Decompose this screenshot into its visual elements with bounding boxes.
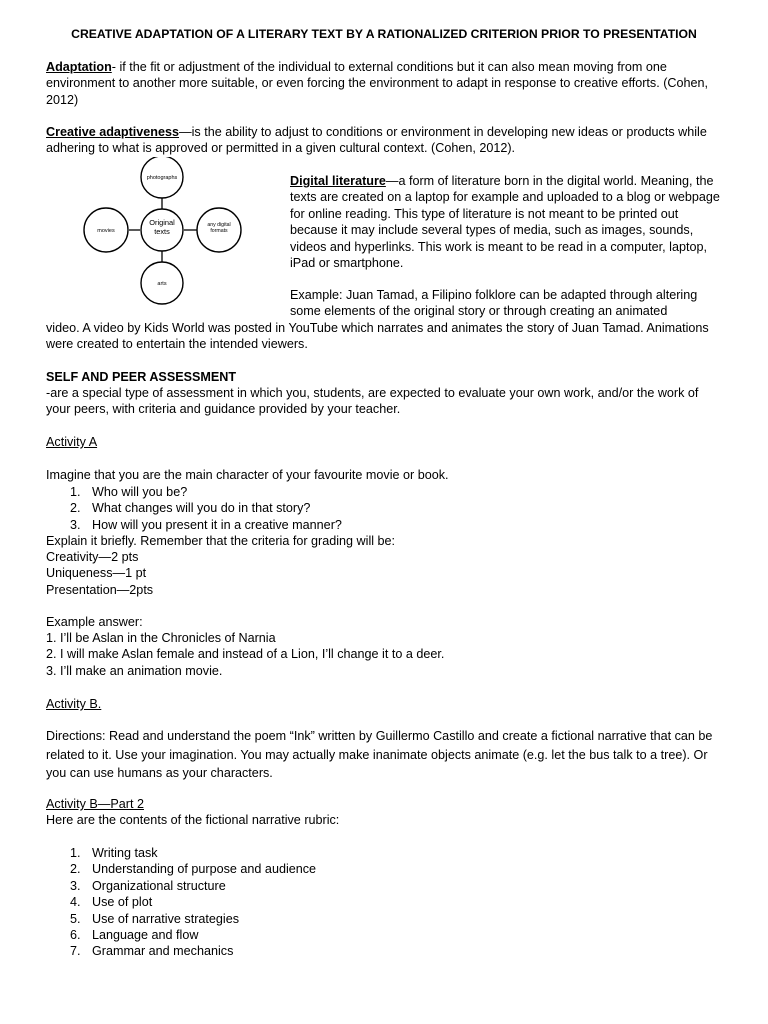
list-text: Organizational structure — [92, 878, 226, 893]
digital-literature-paragraph — [290, 173, 726, 271]
list-text: What changes will you do in that story? — [92, 501, 311, 516]
activity-a-intro: Imagine that you are the main character of your favourite movie or book. — [46, 468, 449, 482]
answer: 1. I’ll be Aslan in the Chronicles of Narnia — [46, 631, 276, 645]
example-answer-label: Example answer: — [46, 615, 143, 629]
list-item — [46, 845, 726, 861]
original-texts-label-box — [141, 218, 183, 242]
digital-literature-definition: —a form of literature born in the digital world. Meaning, the texts are created on a laptop for example and uploaded to a blog or webpage for online reading. This type of literature is not meant to be printed out because it may include several types of media, such as images, sounds, videos and hyperlinks. This work is meant to be read in a computer, laptop, iPad or smartphone. — [290, 174, 720, 271]
answer: 2. I will make Aslan female and instead of a Lion, I’ll change it to a deer. — [46, 647, 445, 662]
adaptation-definition: - if the fit or adjustment of the individual to external conditions but it can also mean moving from one environment to another more suitable, or even forcing the environment to adapt in response to creative efforts. (Cohen, 2012) — [46, 60, 709, 107]
list-number: 1. — [70, 485, 81, 499]
list-number: 7. — [70, 944, 81, 959]
activity-a-explain: Explain it briefly. Remember that the criteria for grading will be: — [46, 534, 396, 548]
adaptation-term: Adaptation — [46, 60, 112, 74]
creative-adaptiveness-paragraph — [46, 124, 726, 157]
answer: 3. I’ll make an animation movie. — [46, 663, 223, 678]
list-text: Use of plot — [92, 895, 153, 910]
list-item — [46, 943, 726, 959]
list-text: Grammar and mechanics — [92, 944, 234, 959]
example-answers — [46, 630, 726, 679]
list-item — [46, 927, 726, 943]
list-text: Understanding of purpose and audience — [92, 862, 317, 877]
list-item — [46, 517, 726, 533]
activity-a-criteria — [46, 549, 726, 598]
page-title: CREATIVE ADAPTATION OF A LITERARY TEXT BY A RATIONALIZED CRITERION PRIOR TO PRESENTATION — [71, 27, 697, 41]
rubric-list — [46, 845, 726, 960]
list-text: Language and flow — [92, 928, 199, 943]
activity-a-heading — [46, 434, 726, 450]
criterion: Creativity—2 pts — [46, 550, 139, 564]
creative-adaptiveness-definition: —is the ability to adjust to conditions or environment in developing new ideas or products while adhering to what is approved or permitted in a given cultural context. (Cohen, 2012). — [46, 125, 707, 156]
list-number: 3. — [70, 517, 81, 532]
movies-label: movies — [97, 228, 115, 234]
assessment-text: -are a special type of assessment in which you, students, are expected to evaluate your own work, and/or the work of your peers, with criteria and guidance provided by your teacher. — [46, 386, 699, 417]
activity-b-heading-text: Activity B. — [46, 697, 102, 711]
list-text: Use of narrative strategies — [92, 911, 239, 926]
adaptation-paragraph — [46, 59, 726, 108]
list-item — [46, 484, 726, 500]
activity-b-directions: Directions: Read and understand the poem “Ink” written by Guillermo Castillo and create a fictional narrative that can be related to it. Use your imagination. You may actually make inanimate objects animate (e.g. let the bus talk to a tree). Or you can use humans as your characters. — [46, 729, 713, 780]
list-text: How will you present it in a creative manner? — [92, 517, 342, 532]
example-full-text: video. A video by Kids World was posted in YouTube which narrates and animates the story of Juan Tamad. Animations were created to entertain the intended viewers. — [46, 321, 709, 352]
digital-formats-label-box — [200, 222, 238, 240]
digital-literature-term: Digital literature — [290, 174, 386, 188]
assessment-heading: SELF AND PEER ASSESSMENT — [46, 370, 237, 384]
list-number: 1. — [70, 846, 81, 860]
digital-formats-label: any digital formats — [207, 222, 231, 235]
list-item — [46, 894, 726, 910]
list-number: 2. — [70, 862, 81, 877]
activity-a-heading-text: Activity A — [46, 435, 98, 449]
activity-b2-heading — [46, 796, 726, 812]
list-number: 6. — [70, 928, 81, 943]
creative-adaptiveness-term: Creative adaptiveness — [46, 125, 180, 139]
list-item — [46, 911, 726, 927]
arts-label: arts — [157, 281, 167, 287]
list-number: 2. — [70, 501, 81, 516]
activity-b2-intro: Here are the contents of the fictional narrative rubric: — [46, 813, 340, 827]
list-number: 4. — [70, 895, 81, 910]
list-number: 5. — [70, 911, 81, 926]
list-number: 3. — [70, 878, 81, 893]
list-item — [46, 861, 726, 877]
list-text: Who will you be? — [92, 485, 188, 499]
criterion: Presentation—2pts — [46, 582, 154, 597]
list-text: Writing task — [92, 846, 158, 860]
list-item — [46, 500, 726, 516]
activity-b-heading — [46, 696, 726, 712]
criterion: Uniqueness—1 pt — [46, 566, 147, 581]
activity-b2-heading-text: Activity B—Part 2 — [46, 797, 144, 811]
photographs-label: photographs — [146, 175, 178, 181]
example-side-text: Example: Juan Tamad, a Filipino folklore can be adapted through altering some elements of the original story or through creating an animated — [290, 288, 698, 319]
adaptation-diagram — [80, 157, 246, 307]
list-item — [46, 878, 726, 894]
original-texts-label: Original texts — [149, 218, 175, 236]
activity-a-questions — [46, 484, 726, 533]
